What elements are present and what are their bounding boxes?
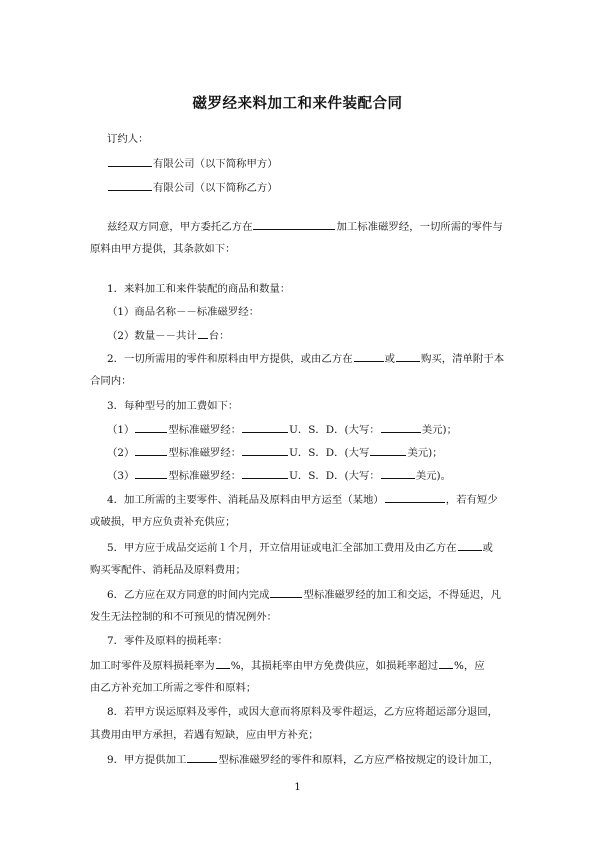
- clause-1-1: （1）商品名称－－标准磁罗经：: [107, 306, 260, 318]
- clause-text: 台：: [208, 330, 230, 342]
- clause-3-2: [107, 446, 525, 460]
- clause-7-cont: 由乙方补充加工所需之零件和原料；: [90, 682, 257, 694]
- blank-field: [216, 659, 230, 669]
- blank-field: [198, 329, 208, 339]
- clause-7-1: [90, 659, 508, 673]
- clause-2: [107, 352, 508, 366]
- clause-text: （2）: [107, 447, 135, 459]
- clause-7-title: 7．零件及原料的损耗率：: [107, 635, 228, 647]
- clause-text: %，其损耗率由甲方免费供应，如损耗率超过: [230, 660, 438, 672]
- clause-text: U．S．D．(大写: [289, 447, 370, 459]
- party-a-line: [107, 157, 525, 171]
- clause-text: （3）: [107, 470, 135, 482]
- clause-text: U．S．D．(大写：: [289, 424, 380, 436]
- clause-1-2: [107, 329, 525, 343]
- clause-2-cont: 合同内：: [90, 375, 132, 387]
- clause-text: （2）数量－－共计: [107, 330, 197, 342]
- clause-6-cont: 发生无法控制的和不可预见的情况例外：: [90, 611, 278, 623]
- blank-field: [108, 157, 152, 167]
- parties-label: 订约人：: [107, 133, 149, 145]
- clause-text: ，若有短少: [445, 494, 498, 506]
- blank-field: [381, 423, 421, 433]
- clause-8: 8．若甲方误运原料及零件，或因大意而将原料及零件超运，乙方应将超运部分退回，: [107, 706, 499, 718]
- clause-text: 4．加工所需的主要零件、消耗品及原料由甲方运至（某地）: [107, 494, 384, 506]
- clause-3-title: 3．每种型号的加工费如下：: [107, 400, 239, 412]
- clause-text: 或: [482, 542, 493, 554]
- clause-text: 购买，清单附于本: [420, 353, 505, 365]
- clause-8-cont: 其费用由甲方承担，若遇有短缺，应由甲方补充；: [90, 729, 319, 741]
- intro-line-2: 原料由甲方提供，其条款如下：: [90, 243, 236, 255]
- clause-3-1: [107, 423, 525, 437]
- clause-text: 美元)；: [421, 424, 457, 436]
- clause-9: [107, 753, 508, 767]
- intro-line-1: [107, 220, 508, 234]
- blank-field: [187, 753, 217, 763]
- blank-field: [253, 220, 335, 230]
- clause-text: 加工时零件及原料损耗率为: [90, 660, 215, 672]
- party-a-text: 有限公司（以下简称甲方）: [153, 158, 278, 170]
- blank-field: [381, 469, 415, 479]
- blank-field: [385, 493, 445, 503]
- document-title: 磁罗经来料加工和来件装配合同: [192, 96, 403, 112]
- blank-field: [135, 469, 167, 479]
- clause-3-3: [107, 469, 525, 483]
- clause-4-cont: 或破损，甲方应负责补充供应；: [90, 516, 236, 528]
- blank-field: [242, 469, 288, 479]
- clause-text: 型标准磁罗经：: [168, 470, 242, 482]
- blank-field: [270, 588, 302, 598]
- blank-field: [135, 423, 167, 433]
- clause-text: （1）: [107, 424, 135, 436]
- clause-text: 美元)。: [415, 470, 451, 482]
- intro-text: 兹经双方同意，甲方委托乙方在: [107, 221, 253, 233]
- blank-field: [458, 541, 482, 551]
- blank-field: [135, 446, 167, 456]
- intro-text: 加工标准磁罗经，一切所需的零件与: [336, 221, 503, 233]
- page-number: 1: [294, 782, 301, 793]
- clause-5-cont: 购买零配件、消耗品及原料费用；: [90, 564, 246, 576]
- clause-5: [107, 541, 508, 555]
- clause-text: 9．甲方提供加工: [107, 754, 187, 766]
- blank-field: [396, 352, 420, 362]
- blank-field: [108, 181, 152, 191]
- clause-text: 或: [384, 353, 395, 365]
- party-b-text: 有限公司（以下简称乙方）: [153, 182, 278, 194]
- clause-text: 型标准磁罗经的加工和交运，不得延迟，凡: [303, 589, 501, 601]
- clause-text: 2．一切所需用的零件和原料由甲方提供，或由乙方在: [107, 353, 353, 365]
- clause-text: 型标准磁罗经的零件和原料，乙方应严格按规定的设计加工，: [218, 754, 499, 766]
- clause-1-title: 1．来料加工和来件装配的商品和数量：: [107, 283, 291, 295]
- clause-4: [107, 493, 508, 507]
- clause-text: 美元)；: [407, 447, 443, 459]
- clause-text: 型标准磁罗经：: [168, 424, 242, 436]
- blank-field: [370, 446, 406, 456]
- blank-field: [242, 423, 288, 433]
- blank-field: [354, 352, 384, 362]
- clause-text: 型标准磁罗经：: [168, 447, 242, 459]
- clause-text: 6．乙方应在双方同意的时间内完成: [107, 589, 270, 601]
- clause-6: [107, 588, 508, 602]
- blank-field: [439, 659, 453, 669]
- party-b-line: [107, 181, 525, 195]
- clause-text: %，应: [453, 660, 485, 672]
- clause-text: 5．甲方应于成品交运前１个月，开立信用证或电汇全部加工费用及由乙方在: [107, 542, 457, 554]
- clause-text: U．S．D．(大写：: [289, 470, 380, 482]
- blank-field: [242, 446, 288, 456]
